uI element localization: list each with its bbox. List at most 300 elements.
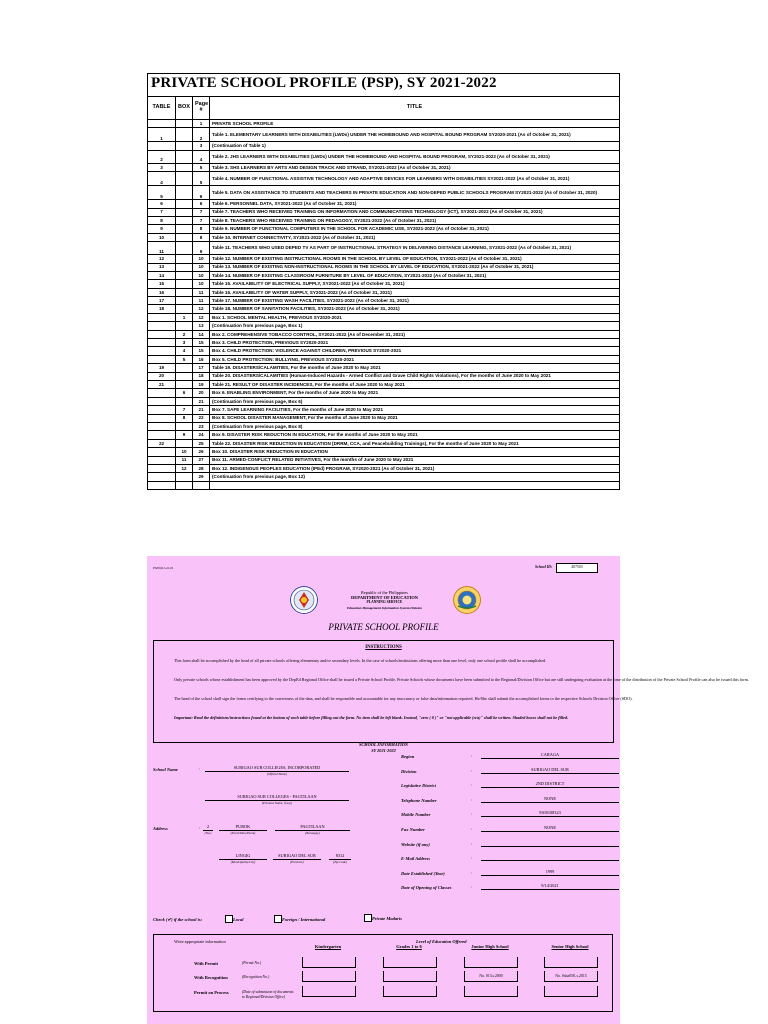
field-underline	[481, 889, 619, 890]
toc-cell-box	[176, 233, 193, 241]
toc-row	[148, 322, 620, 330]
toc-cell-box	[176, 208, 193, 216]
toc-cell-table	[148, 397, 176, 405]
province-caption: (Province)	[290, 860, 304, 864]
toc-cell-table: 13	[148, 263, 176, 271]
toc-cell-page: 11	[193, 288, 210, 296]
toc-row	[148, 263, 620, 271]
toc-cell-box	[176, 280, 193, 288]
permit-cell-value: No. Ssha058, s.2015	[555, 974, 587, 978]
instructions-heading: INSTRUCTIONS	[365, 645, 402, 650]
field-underline	[481, 875, 619, 876]
toc-cell-table	[148, 142, 176, 150]
toc-cell-page: 23	[193, 422, 210, 430]
toc-cell-title: Box 5. CHILD PROTECTION: BULLYING, PREVIOUS SY2020-2021	[210, 355, 620, 363]
bagong-pilipinas-seal-icon	[453, 586, 481, 614]
toc-cell-page: 25	[193, 439, 210, 447]
header-department: DEPARTMENT OF EDUCATION	[351, 595, 418, 601]
permit-cell[interactable]	[544, 986, 598, 997]
permit-cell[interactable]	[464, 971, 518, 982]
toc-cell-table: 3	[148, 163, 176, 171]
form-code: PSP2021-22-01	[153, 566, 174, 570]
barangay-value[interactable]: PAGTILAAN	[300, 824, 325, 829]
toc-cell-table	[148, 406, 176, 414]
field-value[interactable]: NONE	[544, 795, 556, 801]
toc-cell-box	[176, 200, 193, 208]
toc-row	[148, 280, 620, 288]
toc-cell-page: 8	[193, 225, 210, 233]
permit-row-label: Permit on Process	[194, 990, 229, 995]
toc-cell-title: (Continuation from previous page, Box 8)	[210, 422, 620, 430]
toc-row	[148, 200, 620, 208]
toc-cell-box	[176, 163, 193, 171]
address-no-value[interactable]: 2	[206, 824, 210, 829]
toc-row	[148, 305, 620, 313]
toc-cell-page	[193, 481, 210, 489]
toc-cell-page: 28	[193, 464, 210, 472]
toc-cell-table: 12	[148, 255, 176, 263]
toc-header-box: BOX	[176, 97, 193, 120]
toc-cell-title: (Continuation from previous page, Box 12)	[210, 473, 620, 481]
toc-cell-page: 8	[193, 233, 210, 241]
toc-cell-box	[176, 120, 193, 128]
toc-cell-table	[148, 330, 176, 338]
toc-row	[148, 172, 620, 186]
permit-cell[interactable]	[302, 957, 356, 968]
toc-cell-box	[176, 305, 193, 313]
barangay-caption: (Barangay)	[305, 831, 320, 835]
toc-cell-table: 18	[148, 305, 176, 313]
toc-cell-table: 5	[148, 186, 176, 200]
field-colon: :	[471, 855, 473, 861]
toc-body	[148, 120, 620, 490]
toc-row	[148, 297, 620, 305]
check-school-type-label: Check (✔) if the school is:	[153, 917, 203, 922]
toc-cell-page: 7	[193, 216, 210, 224]
header-emis-division: Education Management Information System Division	[347, 605, 422, 610]
toc-cell-box: 1	[176, 313, 193, 321]
toc-cell-box	[176, 288, 193, 296]
toc-cell-title: Table 14. NUMBER OF EXISTING CLASSROOM FURNITURE BY LEVEL OF EDUCATION, SY2021-2022 (As of October 31, 2021)	[210, 271, 620, 279]
field-value[interactable]: SURIGAO DEL SUR	[531, 766, 569, 772]
toc-row	[148, 397, 620, 405]
toc-cell-box: 3	[176, 339, 193, 347]
official-name-caption: (Official Name)	[266, 772, 288, 776]
toc-cell-box: 2	[176, 330, 193, 338]
municipality-value[interactable]: LINGIG	[235, 853, 251, 858]
form-title: PRIVATE SCHOOL PROFILE	[328, 622, 439, 632]
toc-cell-title: Box 9. DISASTER RISK REDUCTION IN EDUCATION, For the months of June 2020 to May 2021	[210, 431, 620, 439]
toc-cell-title: Table 20. DISASTERS/CALAMITIES (Human-Induced Hazards - Armed Conflict and Grave Child Rights Violations), For the months of June 2020 to May 2021	[210, 372, 620, 380]
school-name-colon: :	[199, 766, 201, 771]
school-info-sy: SY 2021-2022	[371, 747, 396, 753]
toc-cell-page: 6	[193, 200, 210, 208]
toc-cell-title: Table 22. DISASTER RISK REDUCTION IN EDUCATION (DRRM, CCA, and Peacebuilding Trainings), For the months of June 2020 to May 2021	[210, 439, 620, 447]
toc-header-title: TITLE	[210, 97, 620, 120]
toc-cell-box: 4	[176, 347, 193, 355]
toc-row	[148, 380, 620, 388]
toc-cell-box	[176, 255, 193, 263]
field-underline	[481, 846, 619, 847]
toc-cell-title: Table 10. INTERNET CONNECTIVITY, SY2021-2022 (As of October 31, 2021)	[210, 233, 620, 241]
permit-row-label: With Permit	[194, 961, 219, 966]
toc-cell-table	[148, 422, 176, 430]
toc-cell-table	[148, 481, 176, 489]
toc-cell-table	[148, 464, 176, 472]
toc-row	[148, 163, 620, 171]
toc-cell-box: 5	[176, 355, 193, 363]
instruction-paragraph-1: This form shall be accomplished by the head of all private schools offering elementary and/or secondary levels. In the case of schools/institutions offering more than one level, only one school profile shall be accomplished.	[174, 658, 547, 663]
toc-cell-page: 6	[193, 186, 210, 200]
field-colon: :	[471, 884, 473, 890]
school-id-label: School ID:	[535, 565, 553, 569]
field-colon: :	[471, 826, 473, 831]
toc-cell-table	[148, 431, 176, 439]
toc-cell-title: Table 7. TEACHERS WHO RECEIVED TRAINING ON INFORMATION AND COMMUNICATIONS TECHNOLOGY (ICT), SY2021-2022 (As of October 31, 2021)	[210, 208, 620, 216]
toc-header-page: Page #	[193, 97, 210, 120]
toc-row	[148, 208, 620, 216]
toc-cell-table: 4	[148, 172, 176, 186]
field-label: Date Established (Year)	[401, 870, 445, 876]
toc-cell-table: 17	[148, 297, 176, 305]
toc-cell-title: Table 16. AVAILABILITY OF WATER SUPPLY, SY2021-2022 (As of October 31, 2021)	[210, 288, 620, 296]
field-label: E-Mail Address	[401, 856, 430, 862]
toc-row	[148, 422, 620, 430]
permit-cell[interactable]	[383, 957, 437, 968]
field-label: Division	[401, 768, 417, 774]
toc-cell-page: 15	[193, 347, 210, 355]
toc-cell-title: Table 6. PERSONNEL DATA, SY2021-2022 (As of October 31, 2021)	[210, 200, 620, 208]
toc-cell-table: 19	[148, 364, 176, 372]
toc-cell-page: 15	[193, 339, 210, 347]
address-label: Address	[153, 826, 168, 831]
foreign-checkbox[interactable]	[274, 915, 282, 923]
toc-row	[148, 216, 620, 224]
municipality-caption: (Municipality/City)	[230, 860, 256, 864]
toc-cell-box	[176, 380, 193, 388]
field-value[interactable]: 9/14/2021	[541, 883, 559, 889]
toc-table	[147, 96, 620, 490]
toc-cell-page: 5	[193, 172, 210, 186]
toc-cell-title: Box 6. ENABLING ENVIRONMENT, For the months of June 2020 to May 2021	[210, 389, 620, 397]
level-heading: Level of Education Offered	[416, 939, 467, 944]
toc-row	[148, 186, 620, 200]
toc-cell-table: 22	[148, 439, 176, 447]
toc-row	[148, 150, 620, 163]
toc-cell-page: 21	[193, 406, 210, 414]
toc-cell-title: Box 8. SCHOOL DISASTER MANAGEMENT, For the months of June 2020 to May 2021	[210, 414, 620, 422]
permit-cell-value: No. 013,s.2000	[479, 974, 503, 978]
level-column-header: Grades 1 to 6	[396, 944, 422, 949]
toc-cell-box	[176, 142, 193, 150]
toc-cell-title: Table 2. JHS LEARNERS WITH DISABILITIES (LWDs) UNDER THE HOMEBOUND AND HOSPITAL BOUND PROGRAM, SY2021-2022 (As of October 31, 2021)	[210, 150, 620, 163]
toc-cell-table: 1	[148, 128, 176, 142]
toc-row	[148, 364, 620, 372]
field-underline	[481, 787, 619, 788]
toc-cell-box	[176, 372, 193, 380]
toc-row	[148, 355, 620, 363]
toc-row	[148, 339, 620, 347]
toc-row	[148, 414, 620, 422]
toc-row	[148, 389, 620, 397]
permit-cell[interactable]	[544, 971, 598, 982]
toc-header-table: TABLE	[148, 97, 176, 120]
field-label: Mobile Number	[401, 812, 431, 818]
toc-row	[148, 473, 620, 481]
toc-row	[148, 288, 620, 296]
toc-row	[148, 142, 620, 150]
toc-cell-page: 20	[193, 389, 210, 397]
toc-cell-box	[176, 172, 193, 186]
toc-cell-page: 10	[193, 263, 210, 271]
madaris-checkbox[interactable]	[364, 914, 372, 922]
field-value[interactable]: 1999	[545, 868, 555, 874]
toc-cell-box	[176, 242, 193, 255]
toc-cell-box: 6	[176, 389, 193, 397]
field-value[interactable]: 9300108323	[539, 810, 561, 816]
toc-row	[148, 372, 620, 380]
permit-row-hint: (Recognition No.)	[242, 975, 270, 979]
school-id-value: 407503	[571, 565, 583, 569]
instruction-paragraph-3: The head of the school shall sign the forms certifying to the correctness of the data, and shall be responsible and accountable for any inaccuracy or false data/information reported. He/She shall submit the accomplished forms to the respective Schools Division Office (SDO).	[174, 696, 633, 701]
toc-cell-title: Box 7. SAFE LEARNING FACILITIES, For the months of June 2020 to May 2021	[210, 406, 620, 414]
toc-cell-title: Table 19. DISASTERS/CALAMITIES, For the months of June 2020 to May 2021	[210, 364, 620, 372]
toc-cell-page: 19	[193, 380, 210, 388]
toc-cell-title: Box 11. ARMED-CONFLICT RELATED INITIATIVES, For the months of June 2020 to May 2021	[210, 456, 620, 464]
toc-cell-table: 15	[148, 280, 176, 288]
toc-cell-table	[148, 322, 176, 330]
toc-row	[148, 464, 620, 472]
permit-row-hint: (Permit No.)	[242, 961, 262, 965]
toc-cell-box	[176, 364, 193, 372]
toc-cell-title: Box 10. DISASTER RISK REDUCTION IN EDUCATION	[210, 448, 620, 456]
toc-cell-box	[176, 128, 193, 142]
field-underline	[481, 831, 619, 832]
school-name-label: School Name	[153, 767, 178, 772]
toc-cell-page: 17	[193, 364, 210, 372]
toc-cell-box	[176, 271, 193, 279]
toc-cell-title: Table 12. NUMBER OF EXISTING INSTRUCTIONAL ROOMS IN THE SCHOOL BY LEVEL OF EDUCATION, SY2021-2022 (As of October 31, 2021)	[210, 255, 620, 263]
toc-cell-box: 9	[176, 431, 193, 439]
previous-name-caption: (Previous Name, if any)	[261, 801, 293, 805]
toc-cell-box: 11	[176, 456, 193, 464]
school-id-box	[556, 563, 598, 573]
toc-cell-page: 21	[193, 397, 210, 405]
toc-cell-box	[176, 322, 193, 330]
toc-cell-title: (Continuation from previous page, Box 6)	[210, 397, 620, 405]
field-underline	[481, 758, 619, 759]
permit-cell[interactable]	[383, 986, 437, 997]
toc-cell-box: 8	[176, 414, 193, 422]
toc-row	[148, 347, 620, 355]
toc-cell-page: 16	[193, 355, 210, 363]
field-underline	[481, 860, 619, 861]
header-planning-service: PLANNING SERVICE	[366, 600, 403, 605]
toc-cell-title: Box 12. INDIGENOUS PEOPLES EDUCATION (IPEd) PROGRAM, SY2020-2021 (As of October 31, 2021)	[210, 464, 620, 472]
toc-cell-page: 14	[193, 330, 210, 338]
level-column-header: Kindergarten	[314, 944, 342, 949]
toc-cell-table: 7	[148, 208, 176, 216]
toc-cell-box	[176, 439, 193, 447]
toc-cell-box: 10	[176, 448, 193, 456]
toc-sheet	[147, 73, 620, 523]
header-republic: Republic of the Philippines	[361, 590, 408, 595]
level-of-education-box	[153, 934, 613, 1012]
toc-cell-title: Table 5. DATA ON ASSISTANCE TO STUDENTS AND TEACHERS IN PRIVATE EDUCATION AND NON-DEPED PUBLIC SCHOOLS PROGRAM SY2021-2022 (As of October 31, 2020)	[210, 186, 620, 200]
toc-cell-table	[148, 339, 176, 347]
toc-cell-title: Table 13. NUMBER OF EXISTING NON-INSTRUCTIONAL ROOMS IN THE SCHOOL BY LEVEL OF EDUCATION, SY2021-2022 (As of October 31, 2021)	[210, 263, 620, 271]
toc-row	[148, 330, 620, 338]
field-value[interactable]: CARAGA	[540, 752, 560, 757]
toc-cell-page: 29	[193, 473, 210, 481]
field-underline	[481, 802, 619, 803]
permit-cell[interactable]	[544, 957, 598, 968]
toc-cell-table	[148, 347, 176, 355]
toc-cell-title: Table 8. TEACHERS WHO RECEIVED TRAINING ON PEDAGOGY, SY2021-2022 (As of October 31, 2021)	[210, 216, 620, 224]
previous-name-value[interactable]: SURIGAO SUR COLLEGES - PAGTILAAN	[237, 794, 317, 799]
toc-cell-table: 2	[148, 150, 176, 163]
school-info-heading: SCHOOL INFORMATION	[359, 742, 408, 747]
toc-cell-box	[176, 422, 193, 430]
toc-cell-page: 26	[193, 448, 210, 456]
toc-cell-table: 21	[148, 380, 176, 388]
address-colon: :	[199, 825, 201, 830]
toc-cell-title: Table 3. SHS LEARNERS BY ARTS AND DESIGN TRACK AND STRAND, SY2021-2022 (As of October 31, 2021)	[210, 163, 620, 171]
instructions-box	[153, 640, 749, 743]
permit-cell[interactable]	[302, 986, 356, 997]
field-label: Date of Opening of Classes	[401, 885, 452, 891]
toc-row	[148, 439, 620, 447]
toc-cell-box	[176, 225, 193, 233]
field-value[interactable]: 2ND DISTRICT	[535, 781, 565, 787]
field-underline	[481, 816, 619, 817]
level-column-header: Senior High School	[551, 944, 589, 949]
instruction-paragraph-4: Important: Read the definitions/instructions found at the bottom of each table before filling out the form. No item shall be left blank. Instead, "zero ( 0 )" or "not applicable (n/a)" shall be written. Shaded boxes shall not be filled.	[174, 715, 569, 720]
toc-cell-table: 14	[148, 271, 176, 279]
street-value[interactable]: PUROK	[235, 824, 251, 829]
deped-seal-icon	[290, 586, 318, 614]
address-no-caption: (No.)	[204, 831, 212, 835]
toc-cell-table: 16	[148, 288, 176, 296]
toc-cell-page: 9	[193, 242, 210, 255]
toc-cell-box	[176, 150, 193, 163]
toc-cell-page: 12	[193, 305, 210, 313]
permit-cell[interactable]	[302, 971, 356, 982]
toc-row	[148, 120, 620, 128]
toc-cell-title: PRIVATE SCHOOL PROFILE	[210, 120, 620, 128]
field-label: Fax Number	[401, 827, 425, 832]
toc-cell-table	[148, 473, 176, 481]
toc-cell-page: 5	[193, 163, 210, 171]
field-colon: :	[471, 869, 473, 875]
toc-row	[148, 128, 620, 142]
toc-cell-table	[148, 313, 176, 321]
toc-cell-page: 12	[193, 313, 210, 321]
toc-cell-page: 22	[193, 414, 210, 422]
official-name-value[interactable]: SURIGAO SUR COLLEGES, INCORPORATED	[233, 765, 321, 770]
toc-row	[148, 313, 620, 321]
permit-cell[interactable]	[464, 986, 518, 997]
toc-cell-title: (Continuation of Table 1)	[210, 142, 620, 150]
province-value[interactable]: SURIGAO DEL SUR	[278, 853, 316, 858]
toc-cell-page: 13	[193, 322, 210, 330]
permit-row-label: With Recognition	[194, 975, 228, 980]
toc-cell-page: 18	[193, 372, 210, 380]
toc-cell-page: 24	[193, 431, 210, 439]
toc-cell-page: 10	[193, 271, 210, 279]
toc-row	[148, 481, 620, 489]
foreign-option-label: Foreign / International	[282, 917, 326, 922]
toc-row	[148, 233, 620, 241]
toc-cell-table: 11	[148, 242, 176, 255]
toc-cell-box	[176, 397, 193, 405]
toc-cell-page: 27	[193, 456, 210, 464]
field-label: Legislative District	[401, 783, 436, 789]
toc-title-row	[147, 73, 620, 97]
toc-cell-page: 10	[193, 280, 210, 288]
street-caption: (Street/Sitio/Purok)	[230, 831, 256, 835]
toc-cell-page: 11	[193, 297, 210, 305]
field-colon: :	[471, 840, 473, 846]
toc-cell-title: Box 4. CHILD PROTECTION: VIOLENCE AGAINST CHILDREN, PREVIOUS SY2020-2021	[210, 347, 620, 355]
toc-cell-title: Table 18. NUMBER OF SANITATION FACILITIES, SY2021-2022 (As of October 31, 2021)	[210, 305, 620, 313]
zip-value[interactable]: 8312	[335, 853, 345, 858]
permit-cell[interactable]	[464, 957, 518, 968]
toc-row	[148, 431, 620, 439]
toc-cell-box	[176, 186, 193, 200]
field-value[interactable]: NONE	[544, 825, 556, 830]
toc-cell-title: Table 21. RESULT OF DISASTER INCIDENCES, For the months of June 2020 to May 2021	[210, 380, 620, 388]
toc-cell-page: 7	[193, 208, 210, 216]
toc-cell-table: 9	[148, 225, 176, 233]
toc-cell-box: 7	[176, 406, 193, 414]
toc-cell-title: Table 1. ELEMENTARY LEARNERS WITH DISABILITIES (LWDs) UNDER THE HOMEBOUND AND HOSPITAL BOUND PROGRAM SY2020-2021 (As of October 31, 2021)	[210, 128, 620, 142]
toc-cell-title: Box 2. COMPREHENSIVE TOBACCO CONTROL, SY2021-2022 (As of December 31, 2021)	[210, 330, 620, 338]
toc-cell-page: 3	[193, 142, 210, 150]
toc-cell-table	[148, 448, 176, 456]
toc-row	[148, 448, 620, 456]
field-underline	[481, 773, 619, 774]
field-colon: :	[471, 782, 473, 788]
permit-cell[interactable]	[383, 971, 437, 982]
toc-cell-title: Box 1. SCHOOL MENTAL HEALTH, PREVIOUS SY2020-2021	[210, 313, 620, 321]
toc-cell-page: 10	[193, 255, 210, 263]
toc-title: PRIVATE SCHOOL PROFILE (PSP), SY 2021-2022	[151, 75, 497, 91]
toc-cell-table	[148, 389, 176, 397]
field-label: Region	[401, 754, 415, 759]
toc-cell-box: 12	[176, 464, 193, 472]
toc-cell-box	[176, 263, 193, 271]
local-checkbox[interactable]	[225, 915, 233, 923]
toc-cell-table	[148, 414, 176, 422]
toc-cell-title: Table 11. TEACHERS WHO USED DEPED TV AS PART OF INSTRUCTIONAL STRATEGY IN DELIVERING DISTANCE LEARNING, SY2021-2022 (As of October 31, 2021)	[210, 242, 620, 255]
local-option-label: Local	[233, 917, 244, 922]
toc-cell-title: Table 4. NUMBER OF FUNCTIONAL ASSISTIVE TECHNOLOGY AND ADAPTIVE DEVICES FOR LEARNERS WITH DISABILITIES SY2021-2022 (As of October 31, 2021)	[210, 172, 620, 186]
toc-row	[148, 242, 620, 255]
toc-cell-title: Table 17. NUMBER OF EXISTING WASH FACILITIES, SY2021-2022 (As of October 31, 2021)	[210, 297, 620, 305]
toc-cell-page: 4	[193, 150, 210, 163]
toc-cell-title: (Continuation from previous page, Box 1)	[210, 322, 620, 330]
toc-row	[148, 255, 620, 263]
toc-cell-table	[148, 456, 176, 464]
field-colon: :	[471, 796, 473, 802]
toc-cell-table: 20	[148, 372, 176, 380]
toc-cell-title: Table 15. AVAILABILITY OF ELECTRICAL SUPPLY, SY2021-2022 (As of October 31, 2021)	[210, 280, 620, 288]
toc-cell-box	[176, 473, 193, 481]
toc-cell-box	[176, 297, 193, 305]
toc-cell-box	[176, 481, 193, 489]
toc-cell-page: 1	[193, 120, 210, 128]
